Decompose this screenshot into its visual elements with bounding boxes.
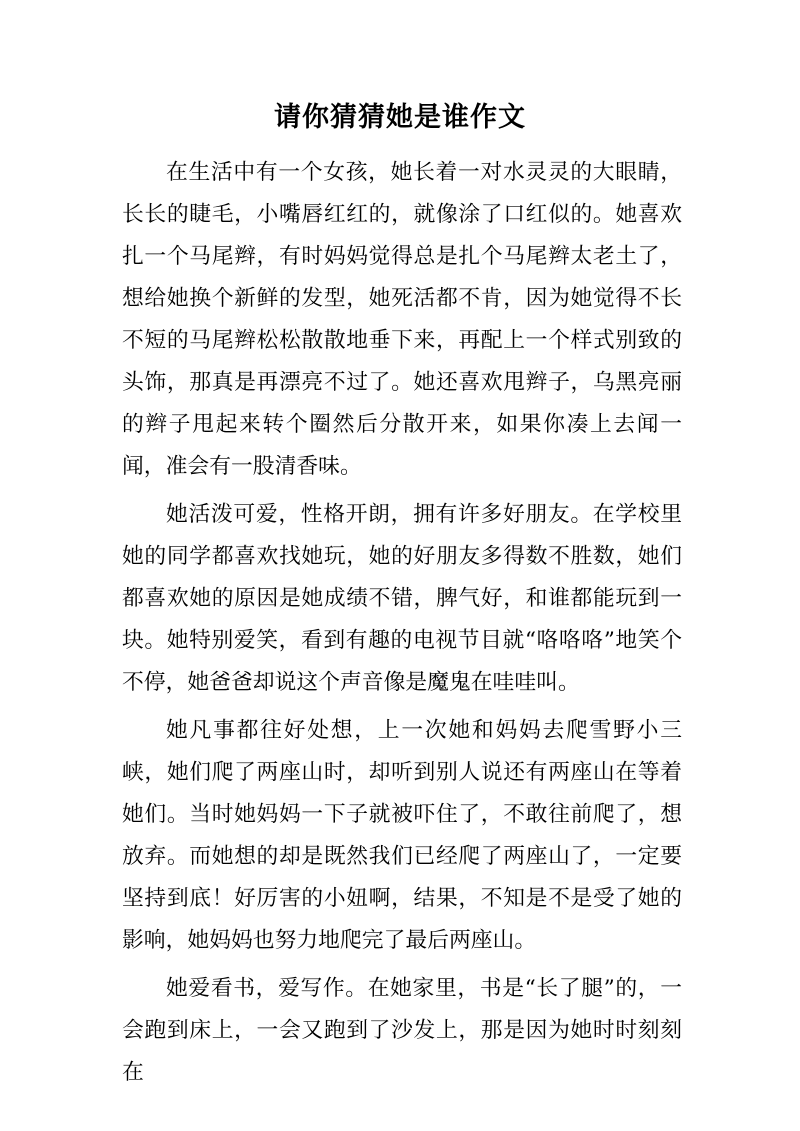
paragraph-4: 她爱看书，爱写作。在她家里，书是“长了腿”的，一会跑到床上，一会又跑到了沙发上，那是因为她时时刻刻在 [122,976,682,1085]
essay-body [122,152,682,1100]
page-title: 请你猜猜她是谁作文 [274,102,526,133]
paragraph-2: 她活泼可爱，性格开朗，拥有许多好朋友。在学校里她的同学都喜欢找她玩，她的好朋友多得数不胜数，她们都喜欢她的原因是她成绩不错，脾气好，和谁都能玩到一块。她特别爱笑，看到有趣的电视节目就“咯咯咯”地笑个不停，她爸爸却说这个声音像是魔鬼在哇哇叫。 [122,502,682,695]
paragraph-3: 她凡事都往好处想，上一次她和妈妈去爬雪野小三峡，她们爬了两座山时，却听到别人说还有两座山在等着她们。当时她妈妈一下子就被吓住了，不敢往前爬了，想放弃。而她想的却是既然我们已经爬了两座山了，一定要坚持到底！好厉害的小妞啊，结果，不知是不是受了她的影响，她妈妈也努力地爬完了最后两座山。 [122,718,682,953]
paragraph-1: 在生活中有一个女孩，她长着一对水灵灵的大眼睛，长长的睫毛，小嘴唇红红的，就像涂了口红似的。她喜欢扎一个马尾辫，有时妈妈觉得总是扎个马尾辫太老土了，想给她换个新鲜的发型，她死活都不肯，因为她觉得不长不短的马尾辫松松散散地垂下来，再配上一个样式别致的头饰，那真是再漂亮不过了。她还喜欢甩辫子，乌黑亮丽的辫子甩起来转个圈然后分散开来，如果你凑上去闻一闻，准会有一股清香味。 [122,160,682,479]
